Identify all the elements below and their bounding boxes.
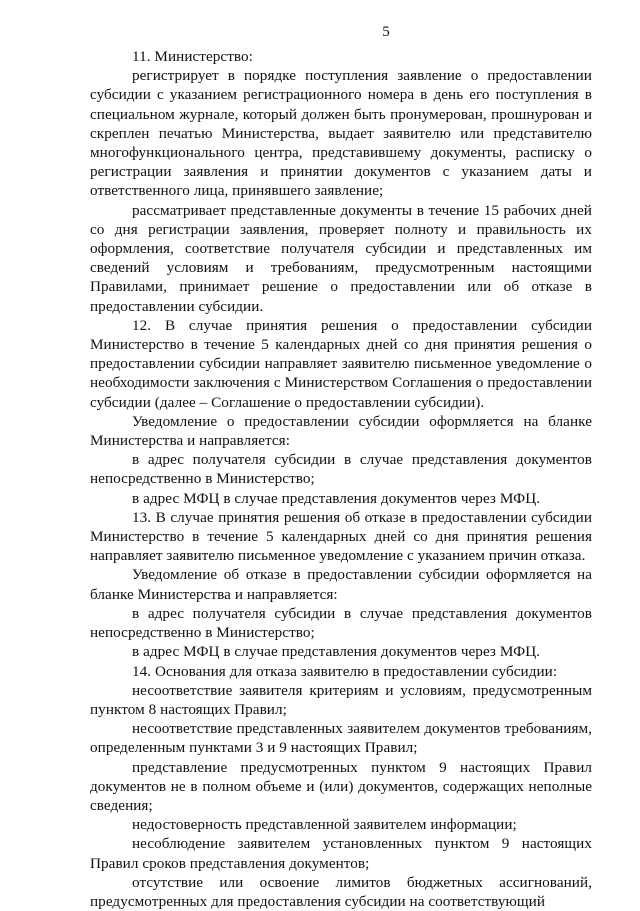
page-number: 5 [382, 24, 390, 40]
paragraph-refusal-notice: Уведомление об отказе в предоставлении субсидии оформляется на бланке Министерства и направляется: [90, 566, 592, 603]
paragraph-refusal-notice-to-mfc: в адрес МФЦ в случае представления документов через МФЦ. [132, 643, 541, 661]
paragraph-refusal-ground-incomplete: представление предусмотренных пунктом 9 настоящих Правил документов не в полном объеме и (или) документов, содержащих неполные сведения; [90, 758, 592, 814]
paragraph-clause-14: 14. Основания для отказа заявителю в предоставлении субсидии: [132, 662, 558, 680]
paragraph-refusal-ground-budget: отсутствие или освоение лимитов бюджетных ассигнований, предусмотренных для предоставления субсидии на соответствующий [90, 873, 592, 910]
paragraph-clause-12: 12. В случае принятия решения о предоставлении субсидии Министерство в течение 5 календарных дней со дня принятия решения о предоставлении субсидии направляет заявителю письменное уведомление о необходимости заключения с Министерством Соглашения о предоставлении субсидии (далее – Соглашение о предоставлении субсидии). [90, 316, 592, 411]
paragraph-refusal-ground-criteria: несоответствие заявителя критериям и условиям, предусмотренным пунктом 8 настоящих Правил; [90, 681, 592, 718]
paragraph-grant-notice: Уведомление о предоставлении субсидии оформляется на бланке Министерства и направляется: [90, 412, 592, 450]
paragraph-review: рассматривает представленные документы в течение 15 рабочих дней со дня регистрации заявления, проверяет полноту и правильность их оформления, соответствие получателя субсидии и представленных им сведений условиям и требованиям, предусмотренным настоящими Правилами, принимает решение о предоставлении или об отказе в предоставлении субсидии. [90, 201, 592, 315]
paragraph-registration: регистрирует в порядке поступления заявление о предоставлении субсидии с указанием регистрационного номера в день его поступления в специальном журнале, который должен быть пронумерован, прошнурован и скреплен печатью Министерства, выдает заявителю или представителю многофункционального центра, представившему документы, расписку о регистрации заявления и принятии документов с указанием даты и ответственного лица, принявшего заявление; [90, 67, 592, 200]
paragraph-refusal-notice-to-recipient: в адрес получателя субсидии в случае представления документов непосредственно в Министерство; [90, 604, 592, 642]
paragraph-grant-notice-to-mfc: в адрес МФЦ в случае представления документов через МФЦ. [132, 489, 541, 507]
paragraph-refusal-ground-deadline: несоблюдение заявителем установленных пунктом 9 настоящих Правил сроков представления документов; [90, 835, 592, 872]
paragraph-clause-13: 13. В случае принятия решения об отказе в предоставлении субсидии Министерство в течение 5 календарных дней со дня принятия решения направляет заявителю письменное уведомление с указанием причин отказа. [90, 508, 592, 565]
paragraph-grant-notice-to-recipient: в адрес получателя субсидии в случае представления документов непосредственно в Министерство; [90, 451, 592, 488]
paragraph-refusal-ground-false-info: недостоверность представленной заявителем информации; [132, 816, 517, 834]
paragraph-clause-11-heading: 11. Министерство: [132, 48, 253, 65]
paragraph-refusal-ground-requirements: несоответствие представленных заявителем документов требованиям, определенным пунктами 3 и 9 настоящих Правил; [90, 720, 592, 757]
